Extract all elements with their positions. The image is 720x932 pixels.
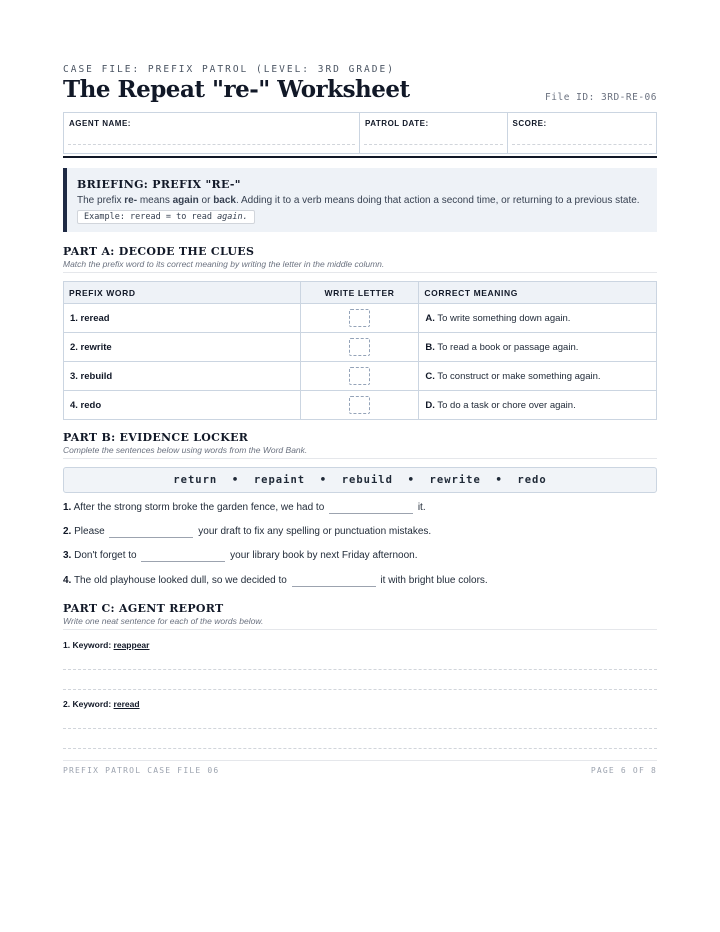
sentence-text: it with bright blue colors. [377, 575, 488, 586]
sentence-text: Don't forget to [71, 550, 140, 561]
example-text: Example: reread = to read [84, 212, 218, 222]
meaning-text: To construct or make something again. [434, 370, 601, 382]
meaning-letter: D. [425, 399, 435, 411]
writing-line[interactable] [63, 669, 657, 670]
patrol-date-field[interactable] [360, 113, 508, 153]
score-field[interactable] [508, 113, 657, 153]
sentence-2 [63, 526, 431, 537]
meaning-text: To read a book or passage again. [434, 341, 579, 353]
agent-name-label: AGENT NAME: [69, 119, 131, 128]
table-header-row [64, 282, 657, 304]
agent-info-table [63, 112, 657, 154]
meaning-letter: A. [425, 312, 435, 324]
meaning-cell [419, 391, 657, 420]
letter-cell [300, 391, 419, 420]
briefing-prefix: re- [124, 195, 138, 206]
briefing-text [77, 195, 647, 206]
keyword-word: reread [113, 699, 140, 709]
col-write-letter: WRITE LETTER [300, 282, 419, 304]
sentence-3 [63, 550, 418, 561]
agent-name-field[interactable] [64, 113, 360, 153]
answer-blank[interactable] [109, 536, 193, 538]
patrol-date-line [364, 144, 503, 145]
prefix-word: 1. reread [64, 304, 301, 333]
page-title: The Repeat "re-" Worksheet [63, 76, 410, 103]
briefing-back: back [213, 195, 236, 206]
briefing-text-part: or [198, 195, 214, 206]
writing-line[interactable] [63, 728, 657, 729]
table-row [64, 304, 657, 333]
col-correct-meaning: CORRECT MEANING [419, 282, 657, 304]
sentence-text: Please [71, 526, 108, 537]
score-label: SCORE: [512, 119, 547, 128]
part-c-heading: PART C: AGENT REPORT [63, 602, 224, 615]
letter-cell [300, 333, 419, 362]
writing-line[interactable] [63, 689, 657, 690]
sentence-text: your draft to fix any spelling or punctuation mistakes. [195, 526, 432, 537]
part-a-subtitle: Match the prefix word to its correct meaning by writing the letter in the middle column. [63, 259, 657, 273]
writing-line[interactable] [63, 748, 657, 749]
sentence-text: it. [415, 502, 426, 513]
meaning-letter: B. [425, 341, 435, 353]
sentence-1 [63, 502, 426, 513]
table-row [64, 333, 657, 362]
meaning-letter: C. [425, 370, 435, 382]
sentence-text: The old playhouse looked dull, so we decided to [71, 575, 290, 586]
briefing-heading: BRIEFING: PREFIX "RE-" [77, 178, 241, 191]
footer-page-number: PAGE 6 OF 8 [590, 766, 657, 775]
answer-blank[interactable] [292, 585, 376, 587]
example-emphasis: again. [217, 212, 248, 222]
agent-name-line [68, 144, 355, 145]
prefix-word: 3. rebuild [64, 362, 301, 391]
table-row [64, 362, 657, 391]
briefing-text-part: . Adding it to a verb means doing that action a second time, or returning to a previous state. [236, 195, 640, 206]
meaning-text: To do a task or chore over again. [434, 399, 576, 411]
header-divider [63, 156, 657, 158]
meaning-cell [419, 333, 657, 362]
keyword-label: 2. Keyword: [63, 699, 114, 709]
briefing-text-part: means [137, 195, 173, 206]
meaning-cell [419, 304, 657, 333]
sentence-text: After the strong storm broke the garden fence, we had to [71, 502, 328, 513]
answer-blank[interactable] [141, 560, 225, 562]
answer-blank[interactable] [329, 512, 413, 514]
meaning-text: To write something down again. [434, 312, 571, 324]
sentence-number: 3. [63, 550, 72, 561]
file-id: File ID: 3RD-RE-06 [545, 92, 657, 103]
keyword-word: reappear [113, 640, 150, 650]
case-label: CASE FILE: PREFIX PATROL (LEVEL: 3RD GRADE) [63, 64, 395, 75]
sentence-4 [63, 575, 488, 586]
sentence-number: 2. [63, 526, 72, 537]
letter-answer-box[interactable] [349, 396, 370, 414]
prefix-word: 2. rewrite [64, 333, 301, 362]
sentence-text: your library book by next Friday afternoon. [227, 550, 418, 561]
score-line [512, 144, 653, 145]
letter-answer-box[interactable] [349, 367, 370, 385]
briefing-again: again [172, 195, 199, 206]
col-prefix-word: PREFIX WORD [64, 282, 301, 304]
briefing-box [63, 168, 657, 232]
keyword-label: 1. Keyword: [63, 640, 114, 650]
part-c-subtitle: Write one neat sentence for each of the words below. [63, 616, 657, 630]
part-b-heading: PART B: EVIDENCE LOCKER [63, 431, 249, 444]
letter-cell [300, 304, 419, 333]
keyword-2 [63, 699, 140, 709]
briefing-example [77, 210, 255, 224]
footer-case-file: PREFIX PATROL CASE FILE 06 [63, 766, 220, 775]
footer-divider [63, 760, 657, 761]
patrol-date-label: PATROL DATE: [364, 119, 429, 128]
letter-answer-box[interactable] [349, 309, 370, 327]
word-bank: return • repaint • rebuild • rewrite • redo [63, 467, 657, 493]
sentence-number: 1. [63, 502, 72, 513]
part-b-subtitle: Complete the sentences below using words from the Word Bank. [63, 445, 657, 459]
table-row [64, 391, 657, 420]
part-a-heading: PART A: DECODE THE CLUES [63, 245, 255, 258]
briefing-text-part: The prefix [77, 195, 125, 206]
matching-table [63, 281, 657, 420]
letter-answer-box[interactable] [349, 338, 370, 356]
letter-cell [300, 362, 419, 391]
sentence-number: 4. [63, 575, 72, 586]
keyword-1 [63, 640, 149, 650]
meaning-cell [419, 362, 657, 391]
prefix-word: 4. redo [64, 391, 301, 420]
